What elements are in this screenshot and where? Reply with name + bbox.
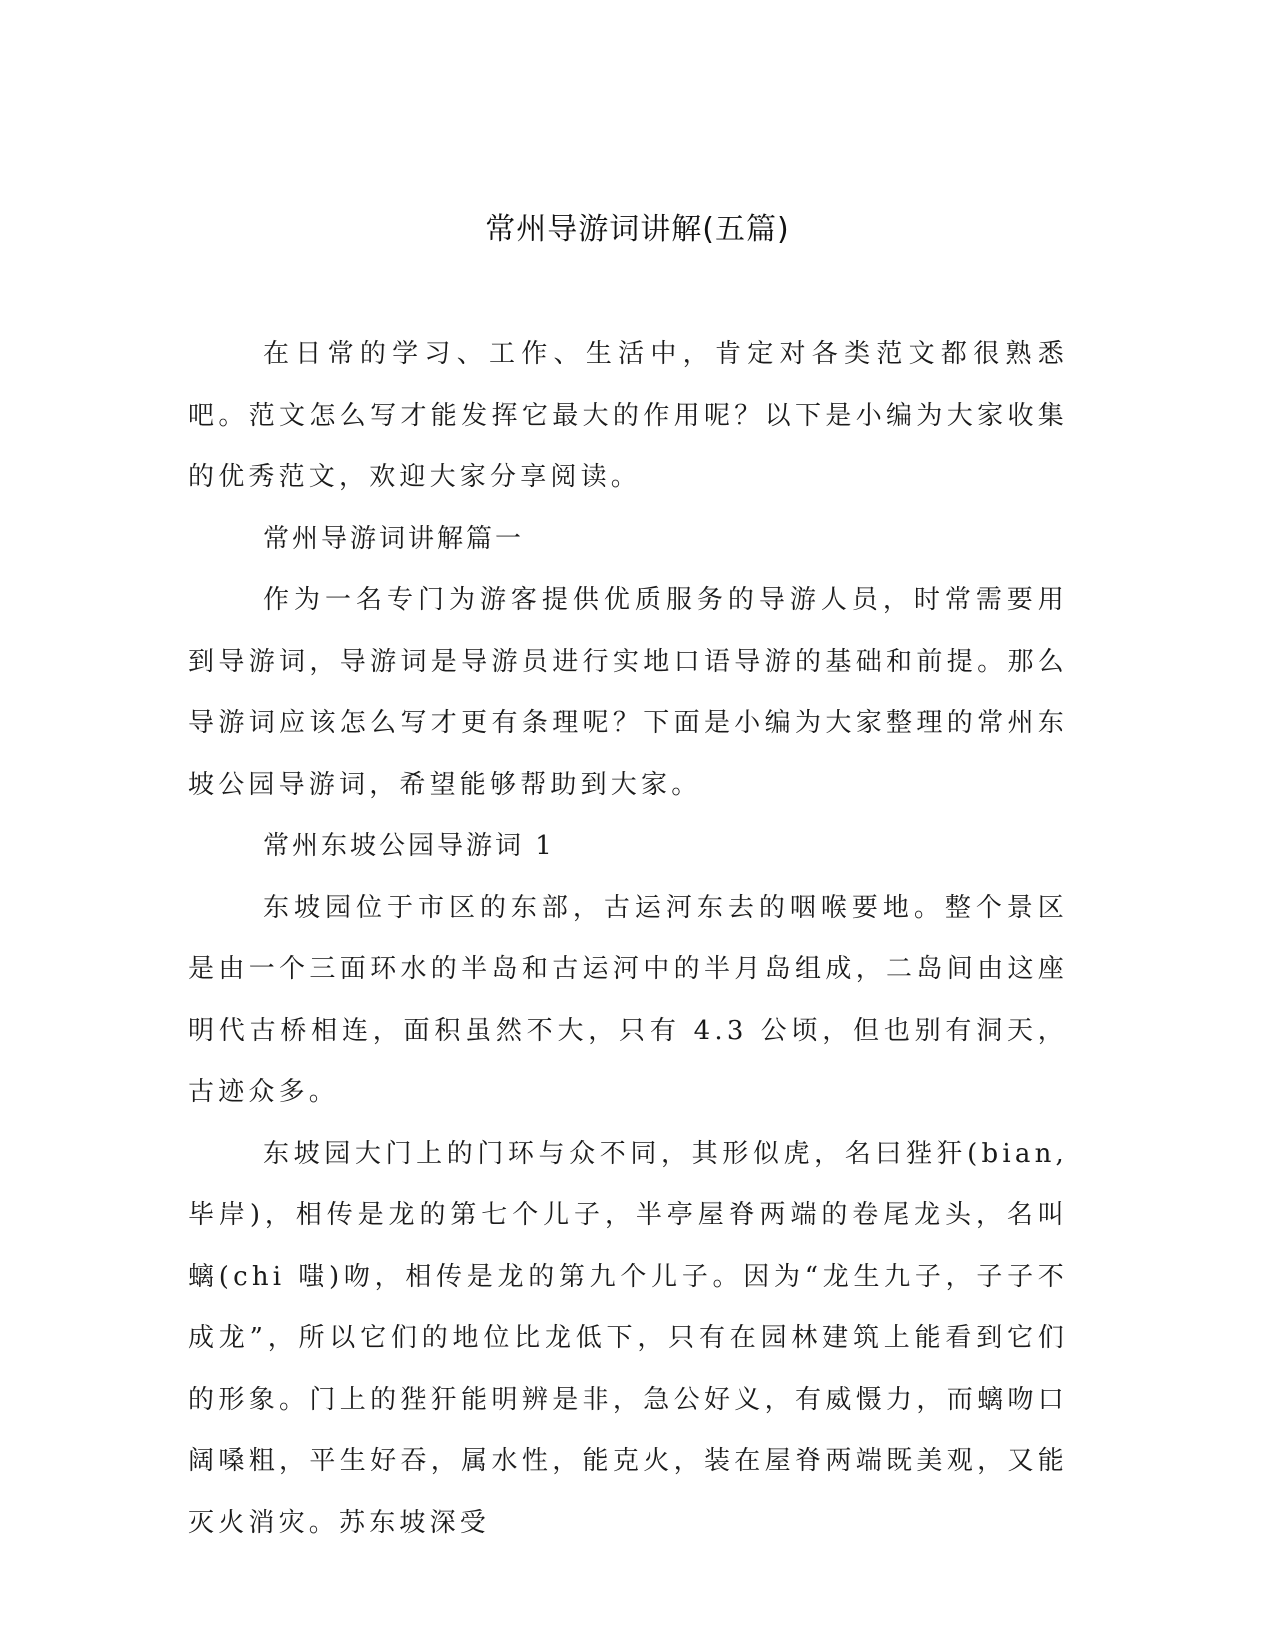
subsection-1-paragraph-2: 东坡园大门上的门环与众不同，其形似虎，名曰狴犴(bian,毕岸)，相传是龙的第七个儿子，半亭屋脊两端的卷尾龙头，名叫螭(chi 嗤)吻，相传是龙的第九个儿子。因为“龙生九子，子子不成龙”，所以它们的地位比龙低下，只有在园林建筑上能看到它们的形象。门上的狴犴能明辨是非，急公好义，有威慑力，而螭吻口阔嗓粗，平生好吞，属水性，能克火，装在屋脊两端既美观，又能灭火消灾。苏东坡深受	[188, 1138, 1068, 1538]
document-title: 常州导游词讲解(五篇)	[485, 212, 790, 247]
section-heading-1: 常州导游词讲解篇一	[263, 523, 525, 554]
intro-paragraph: 在日常的学习、工作、生活中，肯定对各类范文都很熟悉吧。范文怎么写才能发挥它最大的作用呢？以下是小编为大家收集的优秀范文，欢迎大家分享阅读。	[188, 339, 1068, 492]
subsection-1-paragraph-1: 东坡园位于市区的东部，古运河东去的咽喉要地。整个景区是由一个三面环水的半岛和古运河中的半月岛组成，二岛间由这座明代古桥相连，面积虽然不大，只有 4.3 公顷，但也别有洞天，古迹众多。	[188, 892, 1068, 1107]
document-body	[188, 324, 1068, 1554]
section-1-paragraph: 作为一名专门为游客提供优质服务的导游人员，时常需要用到导游词，导游词是导游员进行实地口语导游的基础和前提。那么导游词应该怎么写才更有条理呢？下面是小编为大家整理的常州东坡公园导游词，希望能够帮助到大家。	[188, 585, 1068, 800]
subsection-heading-1: 常州东坡公园导游词 1	[263, 831, 555, 861]
